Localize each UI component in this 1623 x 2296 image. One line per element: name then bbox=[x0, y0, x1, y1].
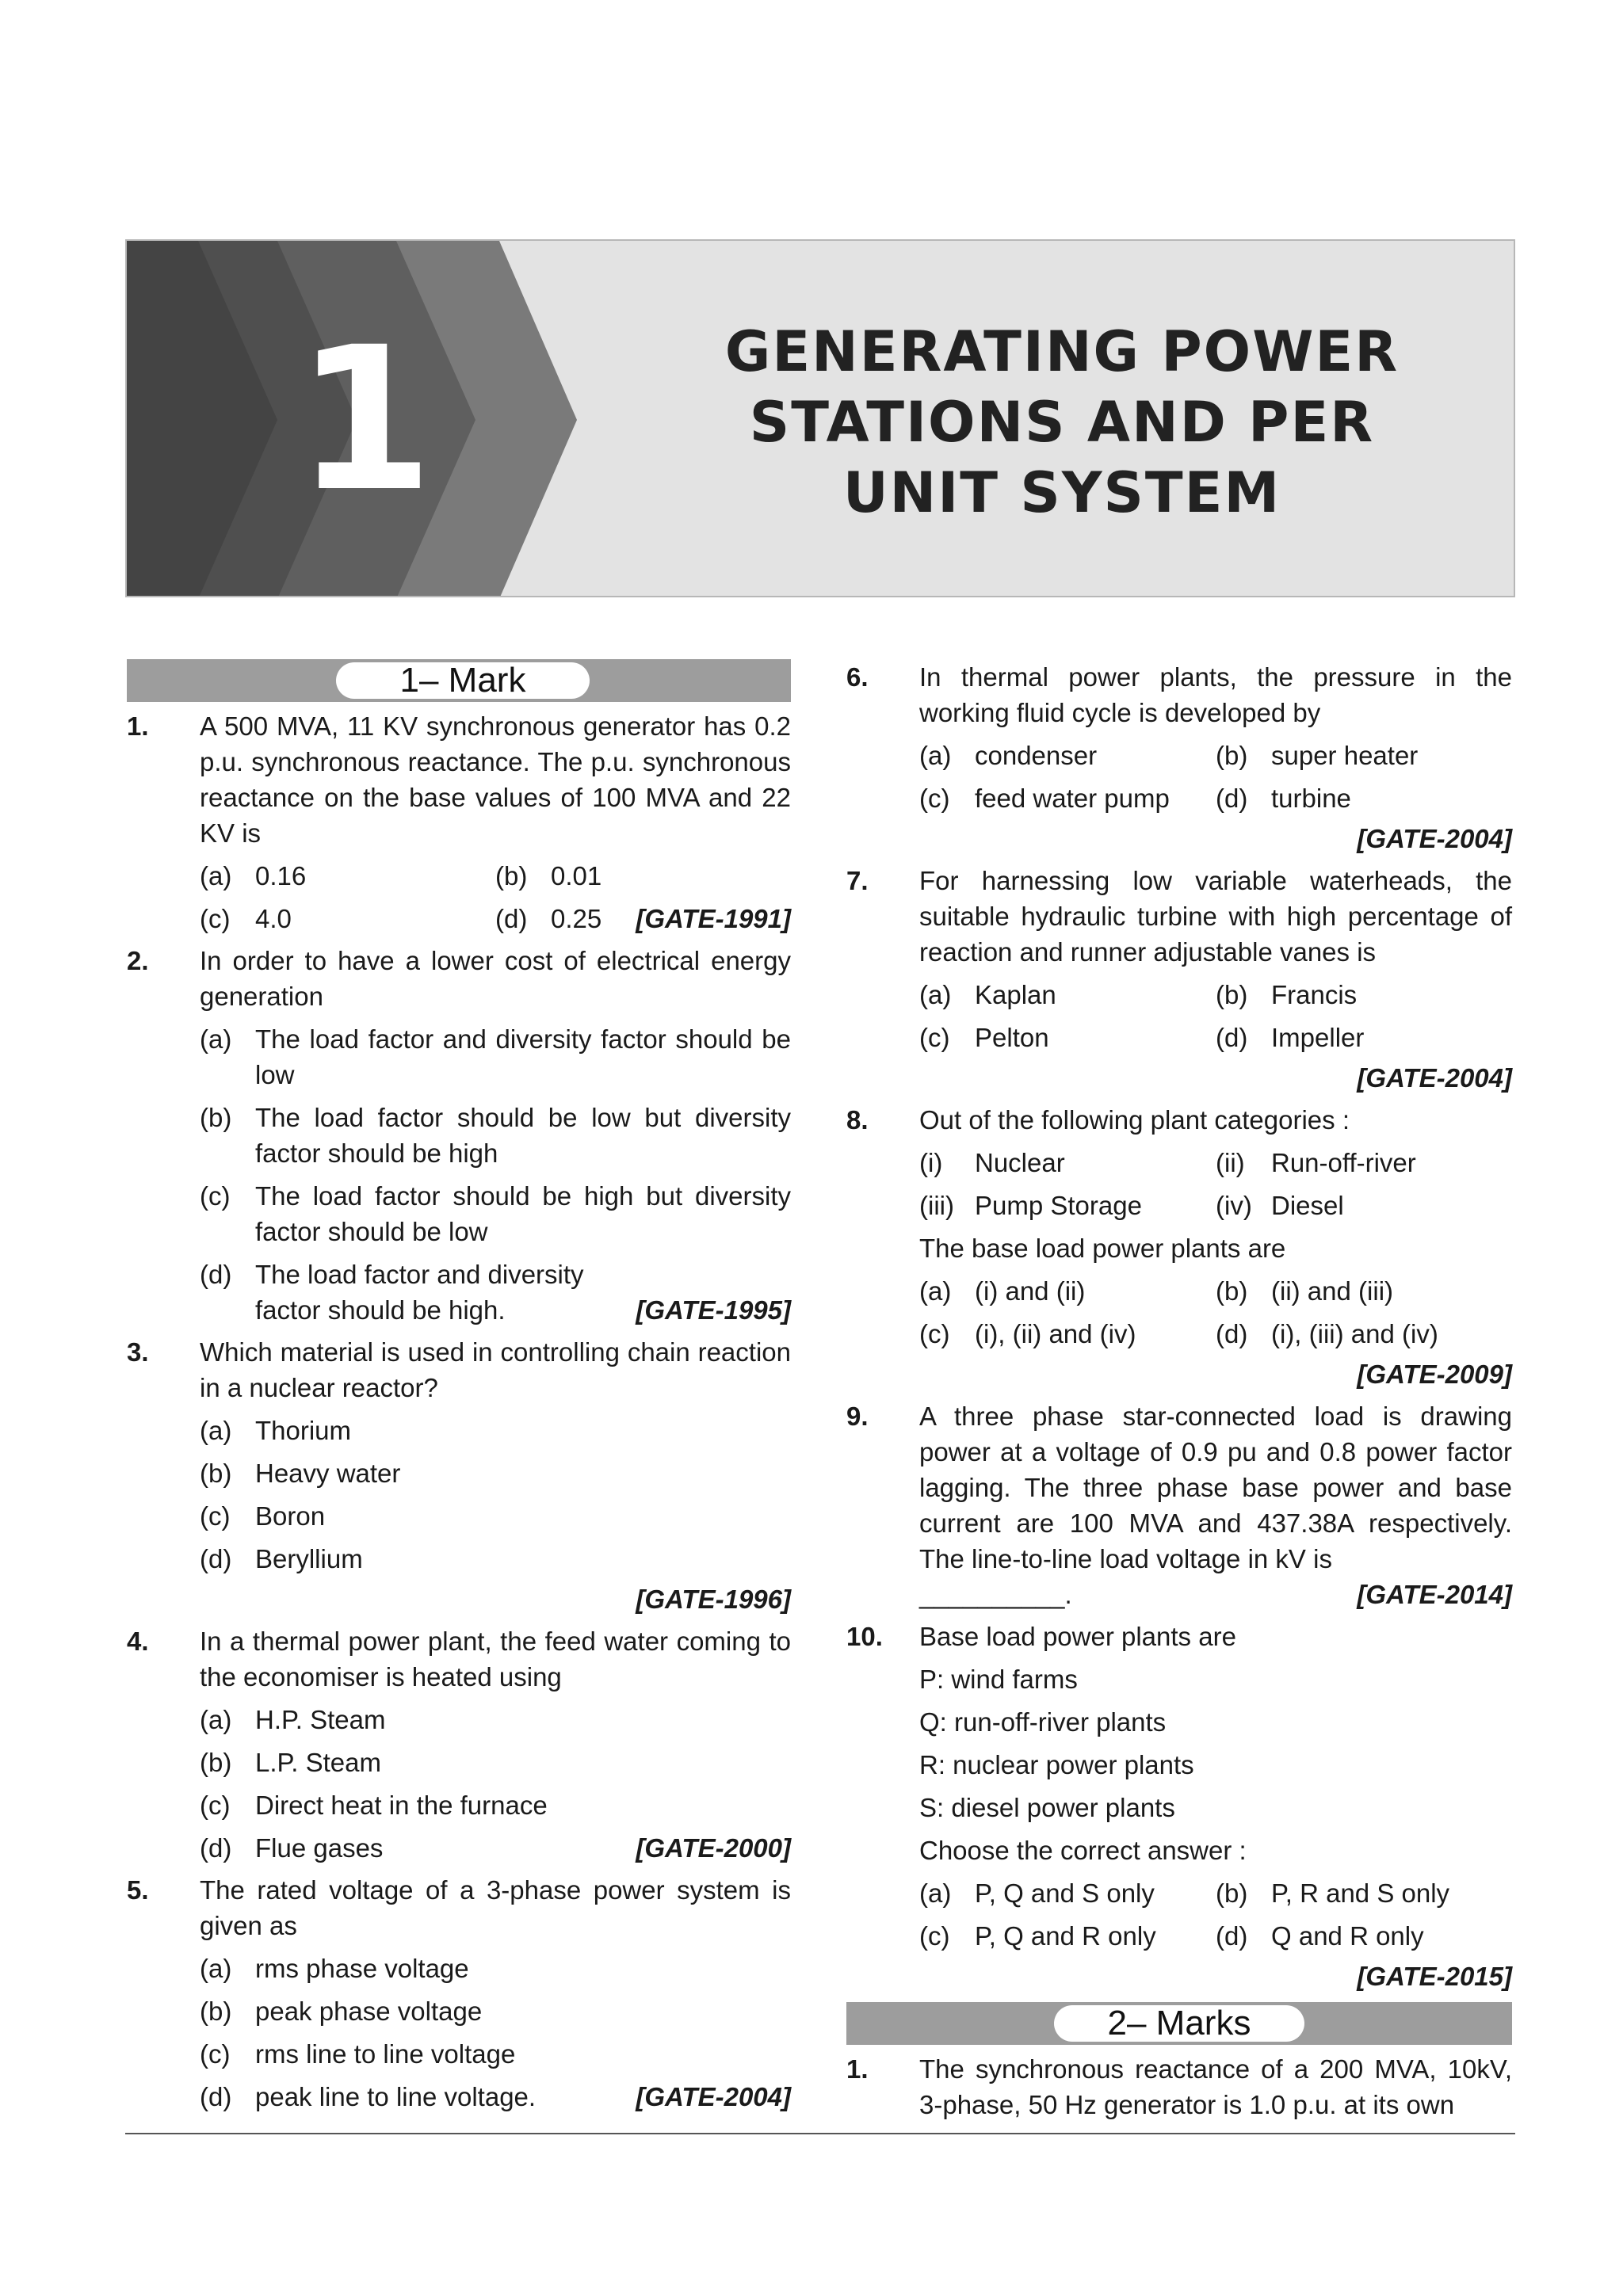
option-a: (a) Thorium bbox=[200, 1416, 352, 1445]
chapter-banner bbox=[125, 239, 1515, 597]
question-text: A 500 MVA, 11 KV synchronous generator has 0.2 p.u. synchronous reactance. The p.u. synchronous reactance on the base values of 100 MVA and 22 KV is bbox=[200, 711, 791, 848]
footer-rule bbox=[125, 2133, 1515, 2134]
question-text: Out of the following plant categories : bbox=[919, 1105, 1350, 1135]
question-10 bbox=[846, 1619, 1512, 1994]
question-number: 3. bbox=[127, 1337, 149, 1367]
statement-s: S: diesel power plants bbox=[919, 1793, 1175, 1822]
question-stem: Choose the correct answer : bbox=[919, 1836, 1247, 1865]
gate-reference: [GATE-2014] bbox=[1357, 1580, 1512, 1609]
question-5 bbox=[127, 1872, 791, 2115]
option-a: (a) H.P. Steam bbox=[200, 1705, 386, 1734]
right-column bbox=[846, 659, 1512, 2129]
question-text: In order to have a lower cost of electrical energy generation bbox=[200, 946, 791, 1011]
option-a: (a) (i) and (ii) bbox=[919, 1276, 1086, 1306]
question-number: 8. bbox=[846, 1105, 869, 1135]
question-4 bbox=[127, 1623, 791, 1866]
option-c: (c) Direct heat in the furnace bbox=[200, 1791, 548, 1820]
section-title: 2– Marks bbox=[1054, 2005, 1304, 2042]
question-1 bbox=[127, 708, 791, 936]
option-d: (d) turbine bbox=[1216, 784, 1351, 813]
statement-r: R: nuclear power plants bbox=[919, 1750, 1194, 1779]
statement-q: Q: run-off-river plants bbox=[919, 1707, 1167, 1737]
chapter-title bbox=[713, 317, 1411, 528]
option-d: (d) Flue gases [GATE-2000] bbox=[200, 1830, 791, 1866]
option-c: (c) Boron bbox=[200, 1501, 326, 1531]
gate-reference: [GATE-2004] bbox=[636, 2082, 791, 2111]
question-text: For harnessing low variable waterheads, the suitable hydraulic turbine with high percentage of reaction and runner adjustable vanes is bbox=[919, 866, 1512, 967]
option-b: (b) P, R and S only bbox=[1216, 1878, 1450, 1908]
question-stem: The base load power plants are bbox=[919, 1234, 1286, 1263]
option-d: (d) Impeller bbox=[1216, 1023, 1365, 1052]
option-a: (a) Kaplan bbox=[919, 980, 1056, 1009]
option-d: (d) (i), (iii) and (iv) bbox=[1216, 1319, 1438, 1348]
option-c: (c) (i), (ii) and (iv) bbox=[919, 1319, 1136, 1348]
option-b: (b) peak phase voltage bbox=[200, 1997, 483, 2026]
question-number: 1. bbox=[127, 711, 149, 741]
option-c: (c) The load factor should be high but diversity factor should be low bbox=[200, 1181, 791, 1246]
question-number: 6. bbox=[846, 662, 869, 692]
option-b: (b) 0.01 bbox=[495, 861, 602, 891]
option-c: (c) P, Q and R only bbox=[919, 1921, 1156, 1951]
section-header-1-mark bbox=[127, 659, 791, 702]
question-9 bbox=[846, 1398, 1512, 1612]
question-2m-1 bbox=[846, 2051, 1512, 2122]
section-header-2-marks bbox=[846, 2002, 1512, 2045]
gate-reference: [GATE-2004] bbox=[1357, 1063, 1512, 1093]
question-2 bbox=[127, 943, 791, 1328]
gate-reference: [GATE-2004] bbox=[1357, 824, 1512, 853]
option-d: (d) 0.25 [GATE-1991] bbox=[495, 901, 791, 936]
category-ii: (ii) Run-off-river bbox=[1216, 1148, 1416, 1177]
option-c: (c) Pelton bbox=[919, 1023, 1049, 1052]
question-number: 2. bbox=[127, 946, 149, 975]
option-d: (d) peak line to line voltage. [GATE-2004] bbox=[200, 2079, 791, 2115]
chapter-number: 1 bbox=[296, 304, 433, 535]
option-a: (a) The load factor and diversity factor should be low bbox=[200, 1024, 791, 1089]
question-number: 4. bbox=[127, 1627, 149, 1656]
question-text: In a thermal power plant, the feed water coming to the economiser is heated using bbox=[200, 1627, 791, 1691]
option-a: (a) rms phase voltage bbox=[200, 1954, 469, 1983]
option-a: (a) P, Q and S only bbox=[919, 1878, 1155, 1908]
option-d: (d) Q and R only bbox=[1216, 1921, 1424, 1951]
option-c: (c) feed water pump bbox=[919, 784, 1170, 813]
option-b: (b) L.P. Steam bbox=[200, 1748, 381, 1777]
category-iv: (iv) Diesel bbox=[1216, 1191, 1344, 1220]
option-a: (a) 0.16 bbox=[200, 861, 307, 891]
category-iii: (iii) Pump Storage bbox=[919, 1191, 1142, 1220]
question-text: The synchronous reactance of a 200 MVA, 10kV, 3-phase, 50 Hz generator is 1.0 p.u. at its own bbox=[919, 2054, 1512, 2119]
option-d: (d) The load factor and diversity factor should be high. [GATE-1995] bbox=[200, 1257, 791, 1328]
question-3 bbox=[127, 1334, 791, 1617]
question-7 bbox=[846, 863, 1512, 1096]
statement-p: P: wind farms bbox=[919, 1665, 1078, 1694]
option-c: (c) rms line to line voltage bbox=[200, 2039, 516, 2069]
option-d: (d) Beryllium bbox=[200, 1544, 363, 1573]
option-c: (c) 4.0 bbox=[200, 904, 292, 933]
question-number: 5. bbox=[127, 1875, 149, 1905]
gate-reference: [GATE-2000] bbox=[636, 1833, 791, 1863]
gate-reference: [GATE-1996] bbox=[636, 1585, 791, 1614]
category-i: (i) Nuclear bbox=[919, 1148, 1065, 1177]
gate-reference: [GATE-1991] bbox=[636, 904, 791, 933]
option-a: (a) condenser bbox=[919, 741, 1098, 770]
gate-reference: [GATE-2009] bbox=[1357, 1360, 1512, 1389]
chapter-title-line: UNIT SYSTEM bbox=[842, 460, 1281, 525]
question-text: Base load power plants are bbox=[919, 1622, 1236, 1651]
answer-blank: __________. bbox=[919, 1580, 1072, 1609]
left-column bbox=[127, 659, 791, 2121]
chapter-title-line: STATIONS AND PER bbox=[749, 390, 1375, 455]
option-b: (b) (ii) and (iii) bbox=[1216, 1276, 1394, 1306]
question-6 bbox=[846, 659, 1512, 856]
question-number: 9. bbox=[846, 1402, 869, 1431]
option-b: (b) The load factor should be low but diversity factor should be high bbox=[200, 1103, 791, 1168]
option-b: (b) Heavy water bbox=[200, 1459, 401, 1488]
gate-reference: [GATE-2015] bbox=[1357, 1962, 1512, 1991]
question-number: 7. bbox=[846, 866, 869, 895]
option-b: (b) super heater bbox=[1216, 741, 1419, 770]
question-8 bbox=[846, 1102, 1512, 1392]
question-text: A three phase star-connected load is drawing power at a voltage of 0.9 pu and 0.8 power factor lagging. The three phase base power and base current are 100 MVA and 437.38A respectively. The line-to-line load voltage in kV is bbox=[919, 1402, 1512, 1573]
question-text: Which material is used in controlling chain reaction in a nuclear reactor? bbox=[200, 1337, 791, 1402]
chapter-title-line: GENERATING POWER bbox=[724, 319, 1400, 384]
question-text: In thermal power plants, the pressure in the working fluid cycle is developed by bbox=[919, 662, 1512, 727]
question-number: 1. bbox=[846, 2054, 869, 2084]
option-b: (b) Francis bbox=[1216, 980, 1358, 1009]
section-title: 1– Mark bbox=[336, 662, 590, 699]
question-number: 10. bbox=[846, 1622, 883, 1651]
question-text: The rated voltage of a 3-phase power system is given as bbox=[200, 1875, 791, 1940]
gate-reference: [GATE-1995] bbox=[636, 1295, 791, 1325]
